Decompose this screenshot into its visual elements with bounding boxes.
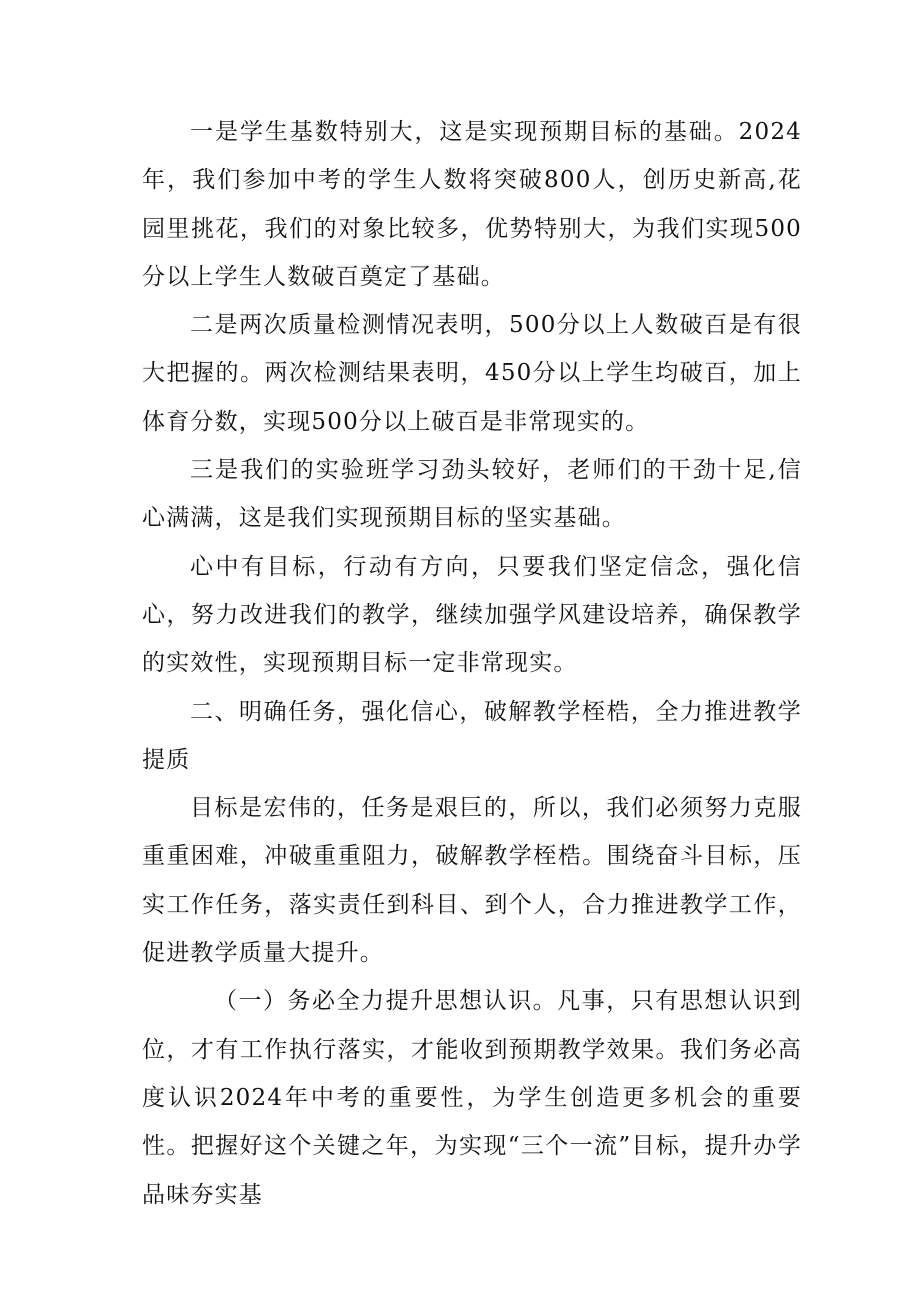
paragraph-experimental-class: 三是我们的实验班学习劲头较好，老师们的干劲十足,信心满满，这是我们实现预期目标的坚实基础。 [142, 457, 802, 532]
paragraph-quality-tests: 二是两次质量检测情况表明，500分以上人数破百是有很大把握的。两次检测结果表明，450分以上学生均破百，加上体育分数，实现500分以上破百是非常现实的。 [142, 312, 802, 435]
paragraph-arduous-tasks: 目标是宏伟的，任务是艰巨的，所以，我们必须努力克服重重困难，冲破重重阻力，破解教学桎梏。围绕奋斗目标，压实工作任务，落实责任到科目、到个人，合力推进教学工作，促进教学质量大提升。 [142, 795, 802, 967]
section-heading-tasks: 二、明确任务，强化信心，破解教学桎梏，全力推进教学提质 [142, 698, 802, 773]
paragraph-goal-direction: 心中有目标，行动有方向，只要我们坚定信念，强化信心，努力改进我们的教学，继续加强学风建设培养，确保教学的实效性，实现预期目标一定非常现实。 [142, 553, 802, 677]
paragraph-student-base: 一是学生基数特别大，这是实现预期目标的基础。2024年，我们参加中考的学生人数将突破800人，创历史新高,花园里挑花，我们的对象比较多，优势特别大，为我们实现500分以上学生人数破百奠定了基础。 [142, 119, 802, 290]
paragraph-subsection-one: （一）务必全力提升思想认识。凡事，只有思想认识到位，才有工作执行落实，才能收到预期教学效果。我们务必高度认识2024年中考的重要性，为学生创造更多机会的重要性。把握好这个关键之年，为实现“三个一流”目标，提升办学品味夯实基 [142, 988, 802, 1208]
document-body [142, 108, 802, 1219]
